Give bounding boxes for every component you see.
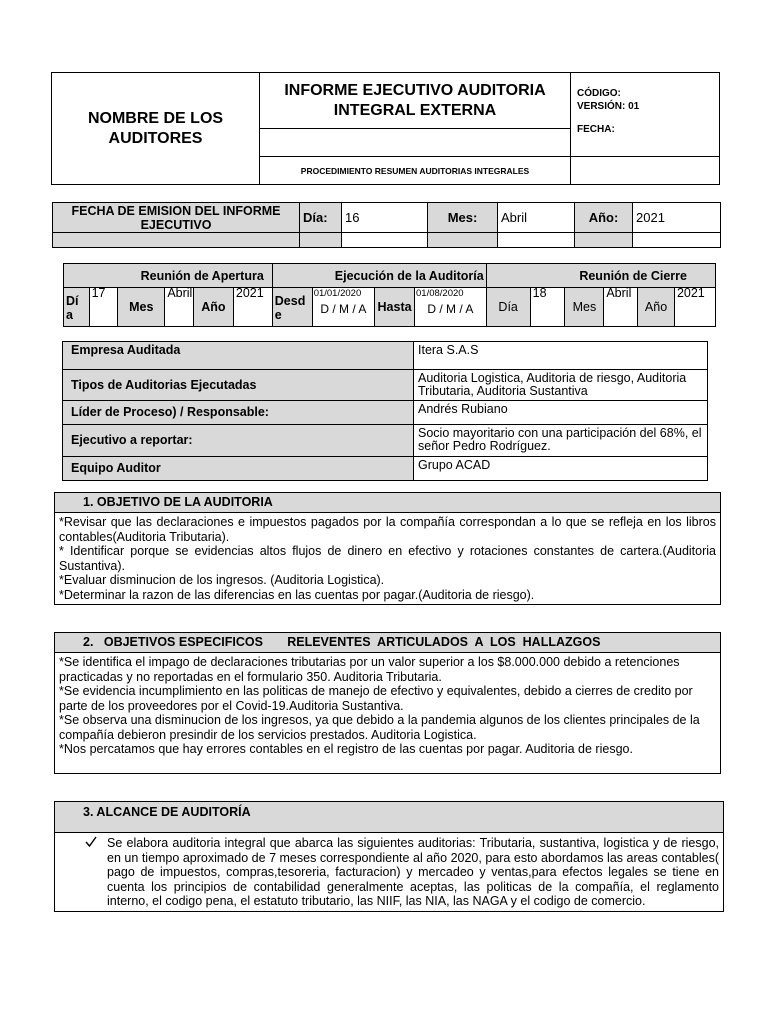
especificos-section <box>54 632 721 774</box>
especificos-item: *Nos percatamos que hay errores contables en el registro de las cuentas por pagar. Auditoria de riesgo. <box>59 742 633 756</box>
emision-blank <box>300 233 342 248</box>
version-label: VERSIÓN: 01 <box>577 101 640 112</box>
hasta-label: Hasta <box>375 288 415 327</box>
emision-anio-value: 2021 <box>633 203 721 233</box>
alcance-title: 3. ALCANCE DE AUDITORÍA <box>55 802 724 833</box>
alcance-text: Se elabora auditoria integral que abarca las siguientes auditorias: Tributaria, sustantiva, logistica y de riesgo, en un tiempo aproximado de 7 meses correspondiente al año 2020, para esto abordamos las areas contables( pago de impuestos, compras,tesoreria, facturacion) y mercadeo y ventas,para efectos legales se tiene en cuenta los principios de contabilidad generalmente aceptas, las politicas de la compañía, el reglamento interno, el codigo pena, el estatuto tributario, las NIIF, las NIA, las NAGA y el codigo de comercio. <box>107 836 719 908</box>
objetivo-item: * Identificar porque se evidencias altos flujos de dinero en efectivo y rotaciones constantes de cartera.(Auditoria Sustantiva). <box>59 544 716 573</box>
meta-cell <box>571 73 720 157</box>
emision-blank <box>53 233 300 248</box>
equipo-label: Equipo Auditor <box>63 457 414 481</box>
cierre-mes-value: Abril <box>604 288 638 327</box>
objetivo-item: *Revisar que las declaraciones e impuestos pagados por la compañía correspondan a lo que se refleja en los libros contables(Auditoria Tributaria). <box>59 515 716 544</box>
apertura-mes-value: Abril <box>165 288 194 327</box>
cierre-label: Reunión de Cierre <box>486 264 715 288</box>
especificos-item: *Se evidencia incumplimiento en las politicas de manejo de efectivo y equivalentes, debido a cierres de credito por parte de los proveedores por el Covid-19.Auditoria Sustantiva. <box>59 684 693 713</box>
tipos-value: Auditoria Logistica, Auditoria de riesgo, Auditoria Tributaria, Auditoria Sustantiva <box>414 370 708 401</box>
emision-dia-value: 16 <box>342 203 428 233</box>
reuniones-table <box>63 263 716 327</box>
hasta-format: D / M / A <box>427 302 474 316</box>
cierre-anio-value: 2021 <box>674 288 715 327</box>
report-title: INFORME EJECUTIVO AUDITORIA INTEGRAL EXTERNA <box>260 73 571 129</box>
cierre-dia-value: 18 <box>530 288 565 327</box>
especificos-item: *Se identifica el impago de declaraciones tributarias por un valor superior a los $8.000.000 debido a retenciones practicadas y no reportadas en el formulario 350. Auditoria Tributaria. <box>59 655 680 684</box>
emision-blank <box>633 233 721 248</box>
apertura-dia-label: Dí a <box>64 288 90 327</box>
desde-cell <box>312 288 374 327</box>
apertura-dia-value: 17 <box>89 288 118 327</box>
cierre-anio-label: Año <box>638 288 675 327</box>
especificos-item: *Se observa una disminucion de los ingresos, ya que debido a la pandemia algunos de los clientes principales de la compañía debieron presindir de los servicios prestados. Auditoria Logistica. <box>59 713 700 742</box>
emision-anio-label: Año: <box>575 203 633 233</box>
desde-value: 01/01/2020 <box>313 288 362 299</box>
emision-blank <box>498 233 575 248</box>
auditors-label: NOMBRE DE LOS AUDITORES <box>52 73 260 185</box>
cierre-dia-label: Día <box>486 288 530 327</box>
emision-label: FECHA DE EMISION DEL INFORME EJECUTIVO <box>53 203 300 233</box>
apertura-mes-label: Mes <box>118 288 165 327</box>
alcance-body <box>55 833 724 912</box>
header-table <box>51 72 720 185</box>
emision-blank <box>575 233 633 248</box>
objetivo-item: *Determinar la razon de las diferencias en las cuentas por pagar.(Auditoria de riesgo). <box>59 587 535 602</box>
emision-dia-label: Día: <box>300 203 342 233</box>
objetivo-section <box>54 492 721 605</box>
empresa-value: Itera S.A.S <box>414 342 708 370</box>
emision-mes-value: Abril <box>498 203 575 233</box>
alcance-section <box>54 801 724 912</box>
hasta-value: 01/08/2020 <box>416 288 464 299</box>
empresa-label: Empresa Auditada <box>63 342 414 370</box>
fecha-label: FECHA: <box>577 124 615 135</box>
apertura-label: Reunión de Apertura <box>64 264 273 288</box>
title-blank-cell <box>260 129 571 157</box>
ejecutivo-label: Ejecutivo a reportar: <box>63 425 414 457</box>
codigo-label: CÓDIGO: <box>577 88 621 99</box>
emision-blank <box>342 233 428 248</box>
emision-table <box>52 202 721 248</box>
emision-blank <box>428 233 498 248</box>
tipos-label: Tipos de Auditorias Ejecutadas <box>63 370 414 401</box>
objetivo-body <box>55 513 721 605</box>
empresa-table <box>62 341 708 481</box>
emision-mes-label: Mes: <box>428 203 498 233</box>
meta-blank-cell <box>571 157 720 185</box>
lider-value: Andrés Rubiano <box>414 401 708 425</box>
hasta-cell <box>415 288 487 327</box>
apertura-anio-value: 2021 <box>233 288 272 327</box>
especificos-body <box>55 653 721 774</box>
desde-label: Desd e <box>272 288 312 327</box>
cierre-mes-label: Mes <box>565 288 604 327</box>
objetivo-item: *Evaluar disminucion de los ingresos. (Auditoria Logistica). <box>59 573 385 587</box>
especificos-title: 2. OBJETIVOS ESPECIFICOS RELEVENTES ARTICULADOS A LOS HALLAZGOS <box>55 633 721 653</box>
ejecutivo-value: Socio mayoritario con una participación del 68%, el señor Pedro Rodríguez. <box>414 425 708 457</box>
apertura-anio-label: Año <box>193 288 233 327</box>
desde-format: D / M / A <box>320 302 367 316</box>
lider-label: Líder de Proceso) / Responsable: <box>63 401 414 425</box>
check-icon <box>85 836 107 909</box>
equipo-value: Grupo ACAD <box>414 457 708 481</box>
procedure-label: PROCEDIMIENTO RESUMEN AUDITORIAS INTEGRALES <box>260 157 571 185</box>
objetivo-title: 1. OBJETIVO DE LA AUDITORIA <box>55 493 721 513</box>
ejecucion-label: Ejecución de la Auditoría <box>272 264 486 288</box>
